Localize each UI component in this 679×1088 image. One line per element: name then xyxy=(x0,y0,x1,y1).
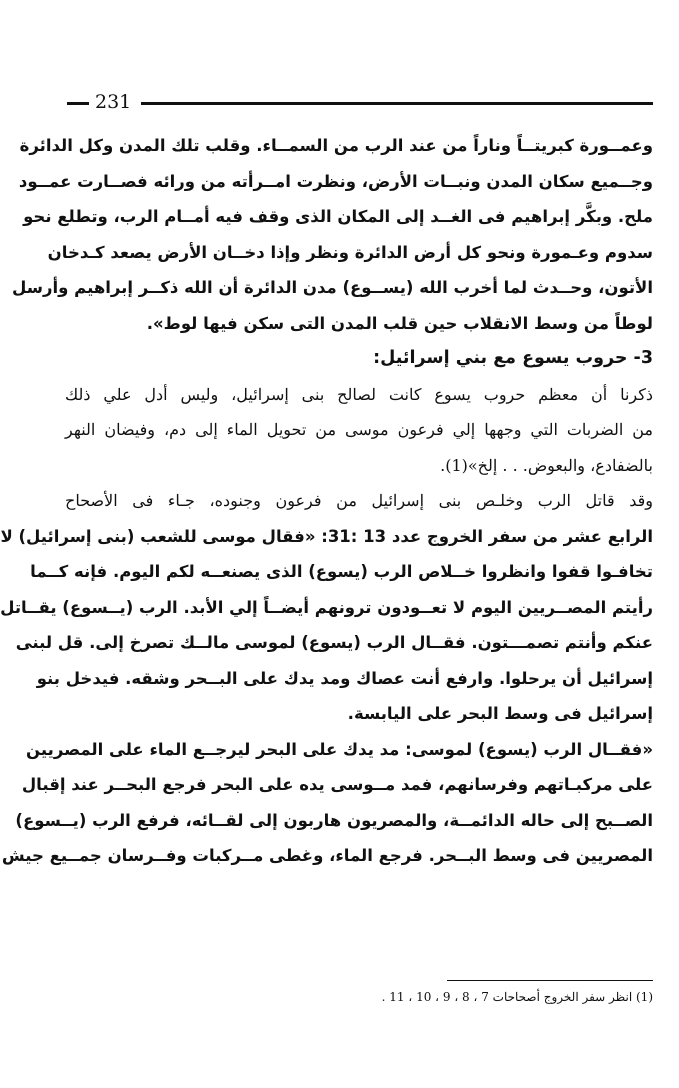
section-heading: 3- حروب يسوع مع بني إسرائيل: xyxy=(373,348,653,368)
paragraph-1 xyxy=(12,128,653,341)
text-line: بالضفادع، والبعوض. . . إلخ»(1). xyxy=(440,455,653,475)
page-header xyxy=(65,88,653,120)
text-line: إسرائيل فى وسط البحر على اليابسة. xyxy=(347,704,653,723)
text-line: وجــميع سكان المدن ونبــات الأرض، ونظرت امــرأته من ورائه فصــارت عمــود xyxy=(18,171,653,191)
footnote-separator xyxy=(447,980,653,981)
text-line: ذكرنا أن معظم حروب يسوع كانت لصالح بنى إسرائيل، وليس أدل علي ذلك xyxy=(65,384,653,404)
header-rule xyxy=(141,102,653,105)
text-line: على مركبـاتهم وفرسانهم، فمد مــوسى يده على البحر فرجع البحــر عند إقبال xyxy=(21,775,653,794)
text-line: عنكم وأنتم تصمـــتون. فقــال الرب (يسوع) لموسى مالــك تصرخ إلى. قل لبنى xyxy=(15,633,653,652)
text-line: وعمــورة كبريتــاً وناراً من عند الرب من السمــاء. وقلب تلك المدن وكل الدائرة xyxy=(19,136,653,155)
text-line: رأيتم المصــريين اليوم لا تعــودون ترونهم أيضــاً إلي الأبد. الرب (يــسوع) يقــاتل xyxy=(0,597,653,617)
footnote: (1) انظر سفر الخروج أصحاحات 7 ، 8 ، 9 ، 10 ، 11 . xyxy=(381,990,653,1004)
text-line: لوطاً من وسط الانقلاب حين قلب المدن التى سكن فيها لوط». xyxy=(146,313,653,333)
book-page xyxy=(0,88,653,1028)
text-line: الرابع عشر من سفر الخروج عدد 13 :31: «فقال موسى للشعب (بنى إسرائيل) لا xyxy=(0,526,653,546)
header-dash xyxy=(67,102,89,105)
text-line: سدوم وعـمورة ونحو كل أرض الدائرة ونظر وإذا دخــان الأرض يصعد كـدخان xyxy=(47,242,653,262)
paragraph-3 xyxy=(0,483,653,732)
text-line: المصريين فى وسط البــحر. فرجع الماء، وغطى مــركبات وفــرسان جمــيع جيش xyxy=(1,846,653,865)
text-line: الأتون، وحــدث لما أخرب الله (يســوع) مدن الدائرة أن الله ذكــر إبراهيم وأرسل xyxy=(12,278,653,297)
paragraph-2 xyxy=(65,377,653,484)
text-line: «فقــال الرب (يسوع) لموسى: مد يدك على البحر ليرجــع الماء على المصريين xyxy=(26,739,653,759)
text-line: تخافـوا قفوا وانظروا خــلاص الرب (يسوع) الذى يصنعــه لكم اليوم. فإنه كــما xyxy=(30,562,653,581)
text-line: من الضربات التي وجهها إلي فرعون موسى من تحويل الماء إلى دم، وفيضان النهر xyxy=(65,420,653,439)
text-line: إسرائيل أن يرحلوا. وارفع أنت عصاك ومد يدك على البــحر وشقه. فيدخل بنو xyxy=(36,668,653,688)
page-number: 231 xyxy=(95,91,132,113)
text-line: الصــبح إلى حاله الدائمــة، والمصريون هاربون إلى لقــائه، فرفع الرب (يــسوع) xyxy=(15,810,653,830)
paragraph-4 xyxy=(1,732,653,874)
text-line: ملح. وبكَّر إبراهيم فى الغــد إلى المكان الذى وقف فيه أمــام الرب، وتطلع نحو xyxy=(23,207,653,226)
page-body xyxy=(0,128,653,874)
text-line: وقد قاتل الرب وخلـص بنى إسرائيل من فرعون وجنوده، جـاء فى الأصحاح xyxy=(65,491,653,510)
